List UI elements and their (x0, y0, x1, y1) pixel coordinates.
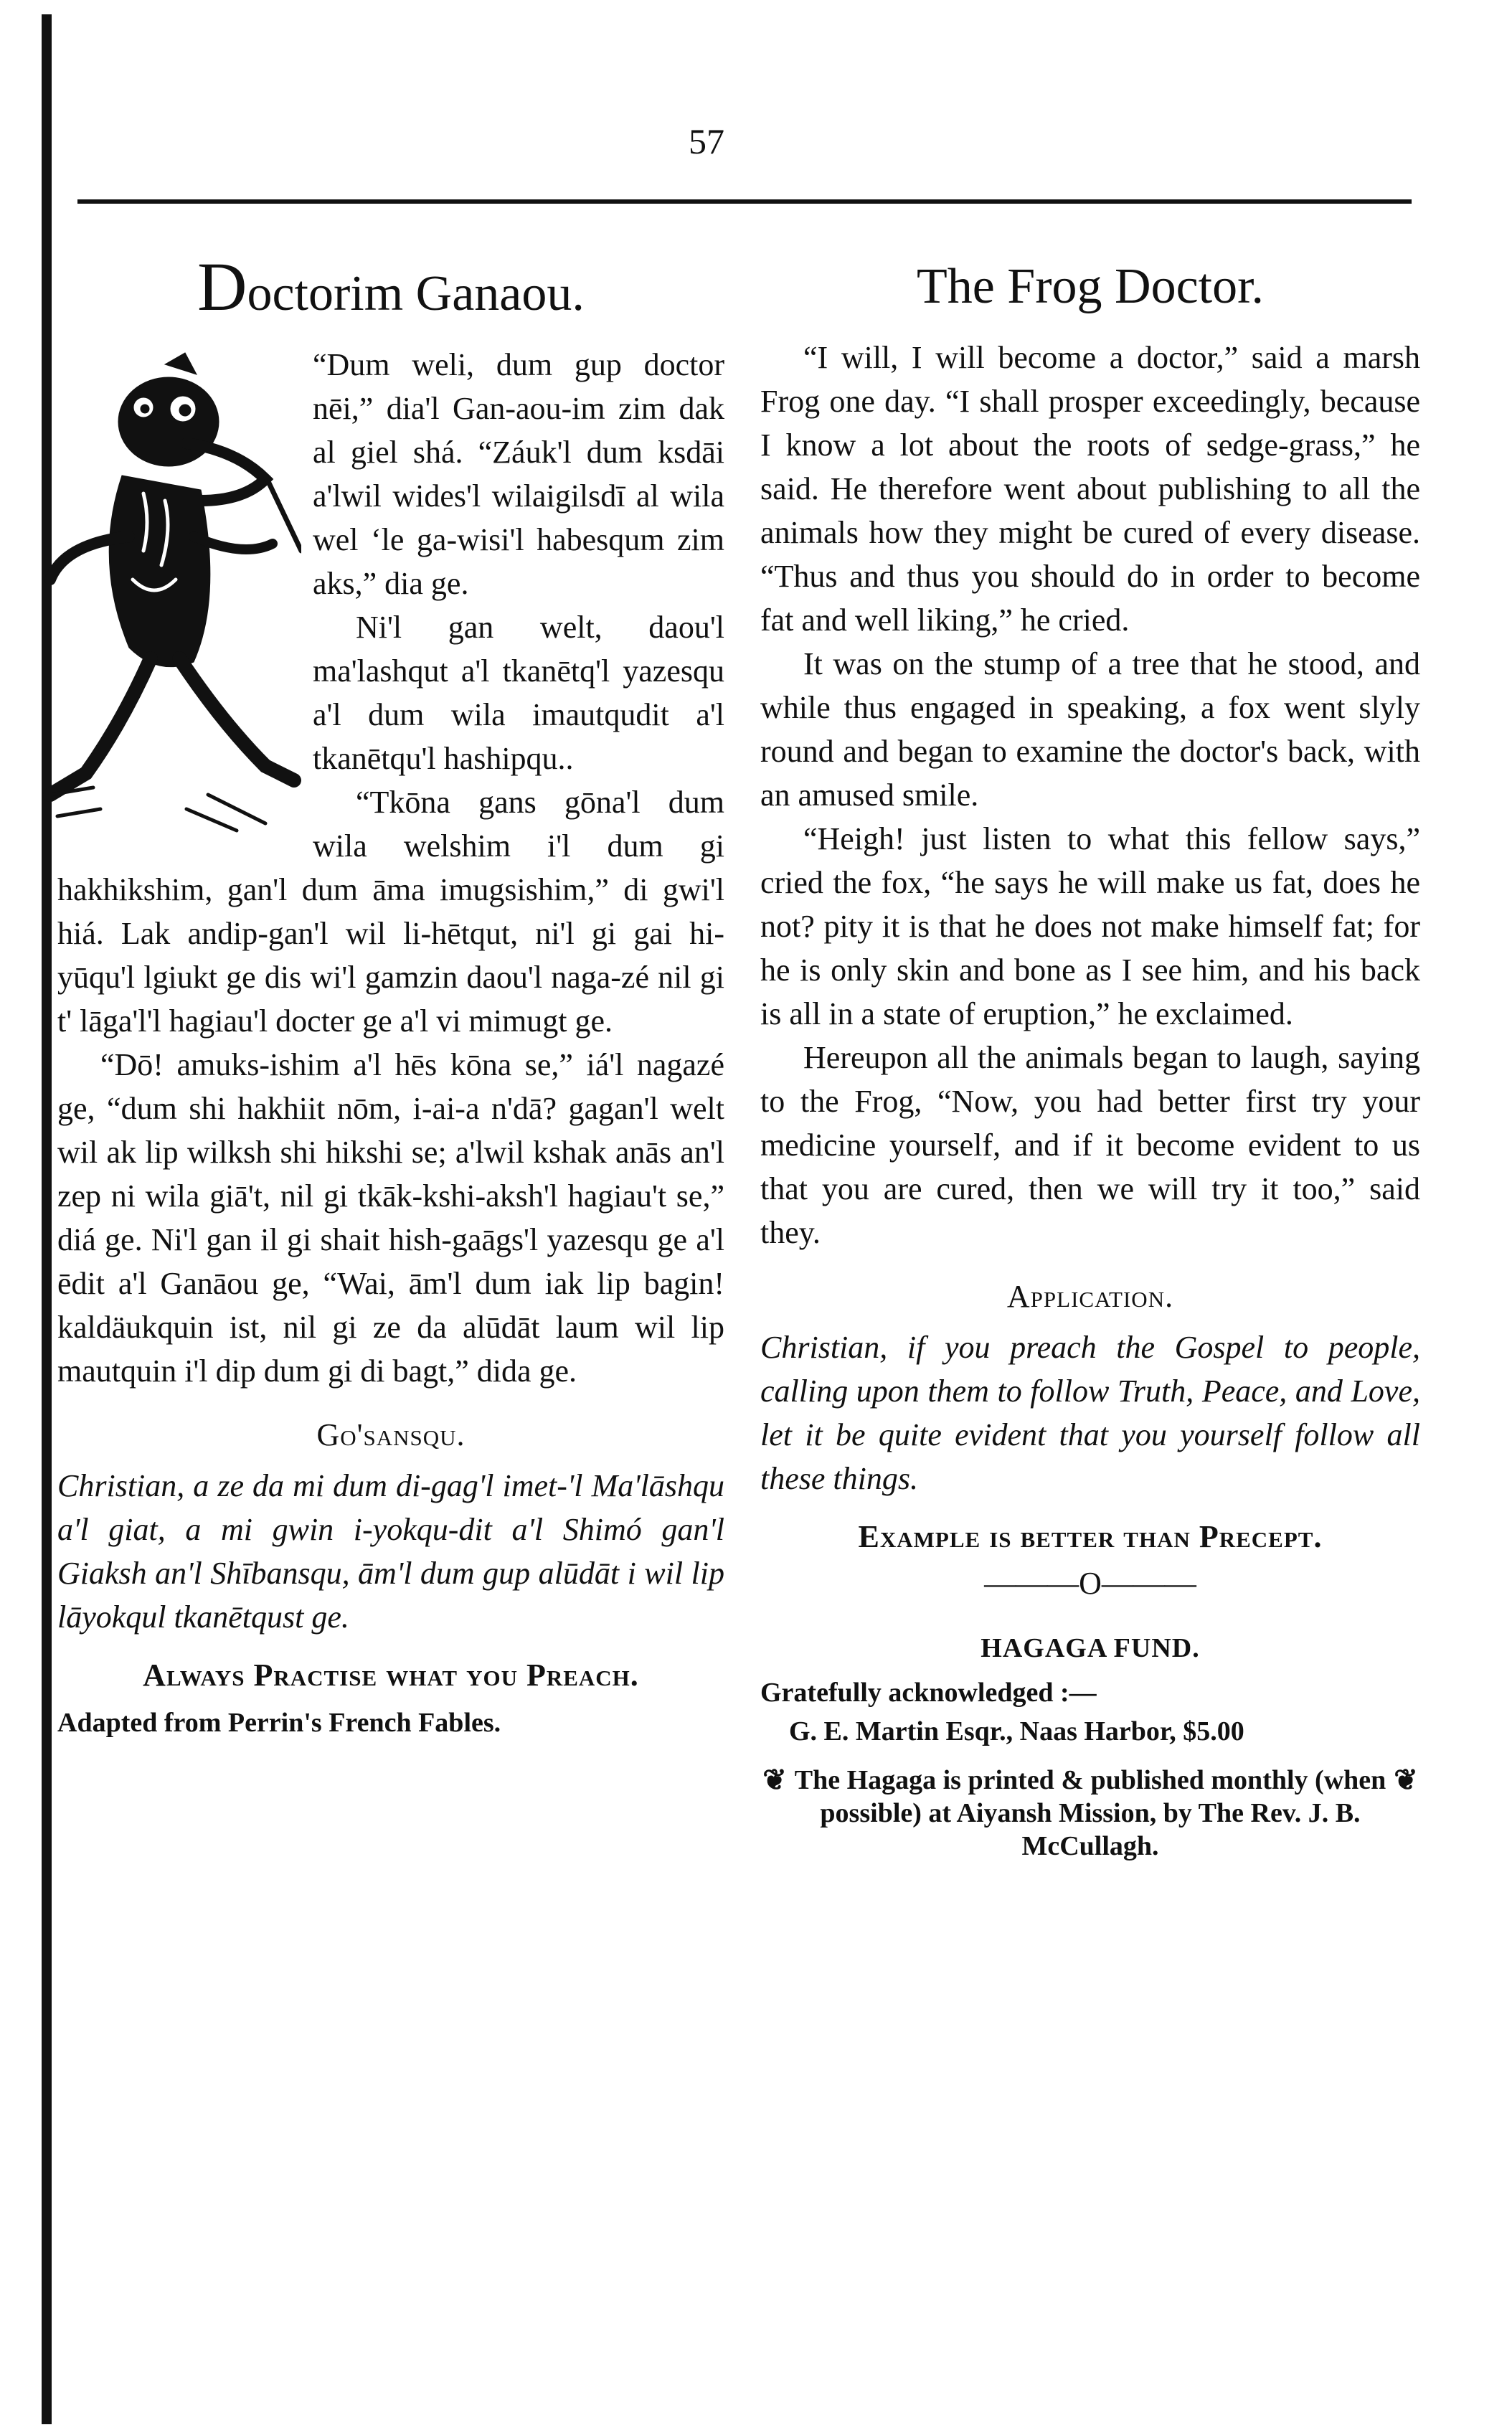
left-paragraph-4: “Dō! amuks-ishim a'l hēs kōna se,” iá'l nagazé ge, “dum shi hakhiit nōm, i-ai-a n'dā? gagan'l welt wil ak lip wilksh shi hikshi se; a'lwil kshak anās an'l zep ni wila giā't, nil gi tkāk-kshi-aksh'l hagiau't se,” diá ge. Ni'l gan il gi shait hish-gaāgs'l yazesqu ge a'l ēdit a'l Ganāou ge, “Wai, ām'l dum iak lip bagin! kaldäukquin ist, nil gi ze da alūdāt laum wil lip mautquin i'l dip dum gi di bagt,” dida ge. (57, 1047, 724, 1389)
left-paragraph-1: “Dum weli, dum gup doctor nēi,” dia'l Gan-aou-im zim dak al giel shá. “Záuk'l dum ksdāi a'lwil wides'l wilaigilsdī al wila wel ‘le ga-wisi'l habesqum zim aks,” dia ge. (313, 347, 724, 601)
page-number: 57 (689, 121, 724, 161)
publication-notice-text: The Hagaga is printed & published monthly (when possible) at Aiyansh Mission, by The Rev. J. B. McCullagh. (794, 1765, 1386, 1861)
left-title-rest: octorim Ganaou. (247, 266, 585, 321)
right-paragraph-1: “I will, I will become a doctor,” said a marsh Frog one day. “I shall prosper exceedingly, because I know a lot about the roots of sedge-grass,” he said. He therefore went about publishing to all the animals how they might be cured of every disease. “Thus and thus you should do in order to become fat and well liking,” he cried. (760, 340, 1420, 638)
right-paragraph-3: “Heigh! just listen to what this fellow says,” cried the fox, “he says he will make us fat, does he not? pity it is that he does not make himself fat; for he is only skin and bone as I see him, and his back is all in a state of eruption,” he exclaimed. (760, 821, 1420, 1031)
section-divider: ———O——— (984, 1566, 1196, 1601)
frog-doctor-illustration (43, 350, 301, 838)
left-title-initial: D (197, 248, 247, 325)
left-column (57, 248, 724, 1745)
application-text: Christian, if you preach the Gospel to people, calling upon them to follow Truth, Peace, and Love, let it be quite evident that you yourself follow all these things. (760, 1330, 1420, 1496)
left-motto: Always Practise what you Preach. (143, 1658, 639, 1693)
right-column (760, 251, 1420, 1863)
left-title (57, 248, 724, 330)
top-rule (77, 199, 1412, 204)
left-paragraph-2: Ni'l gan welt, daou'l ma'lashqut a'l tkanētq'l yazesqu a'l dum wila imautqudit a'l tkanētqu'l hashipqu.. (313, 610, 724, 776)
ornament-left-icon: ❦ (762, 1764, 787, 1796)
left-moral: Christian, a ze da mi dum di-gag'l imet-'l Ma'lāshqu a'l giat, a mi gwin i-yokqu-dit a'l Shimó gan'l Giaksh an'l Shībansqu, ām'l dum gup alūdāt i wil lip lāyokqul tkanētqust ge. (57, 1468, 724, 1635)
application-heading: Application. (1006, 1279, 1174, 1314)
left-credit: Adapted from Perrin's French Fables. (57, 1708, 501, 1738)
right-paragraph-4: Hereupon all the animals began to laugh, saying to the Frog, “Now, you had better first try your medicine yourself, and if it become evident to us that you are cured, then we will try it too,” said they. (760, 1040, 1420, 1250)
ornament-right-icon: ❦ (1394, 1764, 1418, 1796)
right-title: The Frog Doctor. (916, 259, 1265, 314)
right-paragraph-2: It was on the stump of a tree that he stood, and while thus engaged in speaking, a fox went slyly round and began to examine the doctor's back, with an amused smile. (760, 646, 1420, 813)
fund-heading: HAGAGA FUND. (981, 1633, 1200, 1663)
left-paragraph-3: “Tkōna gans gōna'l dum wila welshim i'l dum gi hakhikshim, gan'l dum āma imugsishim,” di gwi'l hiá. Lak andip-gan'l wil li-hētqut, ni'l gi gai hi-yūqu'l lgiukt ge dis wi'l gamzin daou'l naga-zé nil gi t' lāga'l'l hagiau'l docter ge a'l vi mimugt ge. (57, 785, 724, 1039)
fund-entry: G. E. Martin Esqr., Naas Harbor, $5.00 (789, 1716, 1244, 1746)
right-motto: Example is better than Precept. (858, 1519, 1323, 1554)
left-section-heading: Go'sansqu. (316, 1417, 466, 1452)
publication-notice (760, 1764, 1420, 1863)
fund-acknowledgement: Gratefully acknowledged :— (760, 1678, 1097, 1708)
